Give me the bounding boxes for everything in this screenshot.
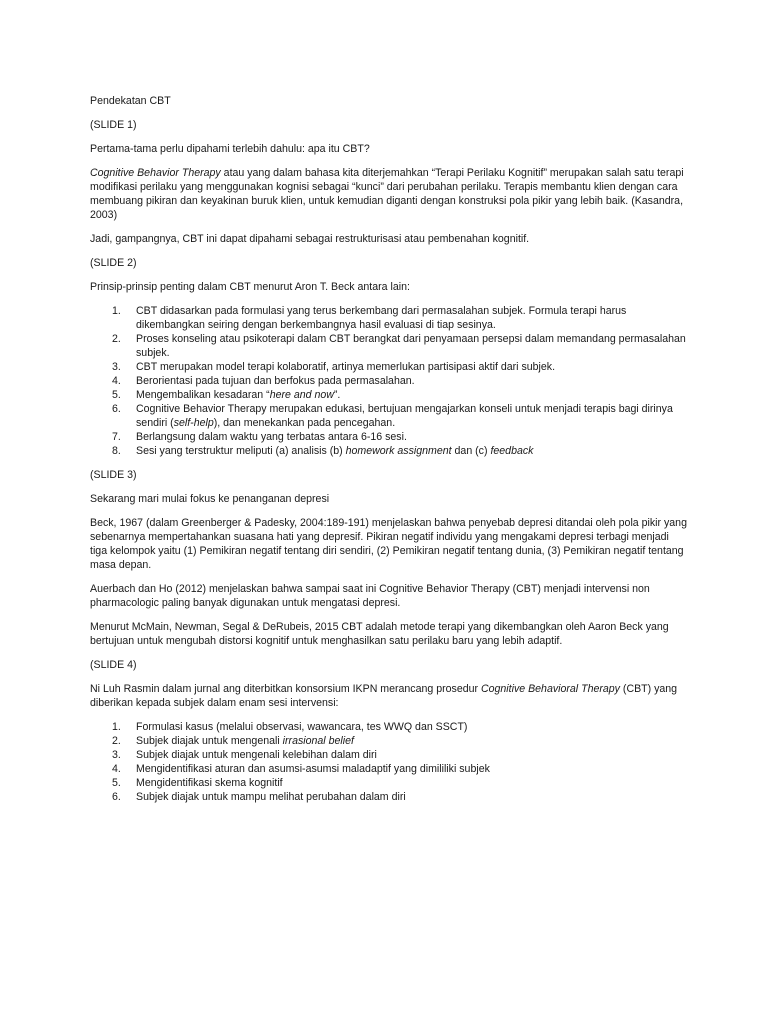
list-number: 4. [112, 375, 121, 387]
list-number: 2. [112, 333, 121, 345]
list-item-text: Mengidentifikasi skema kognitif [136, 777, 283, 789]
list-number: 4. [112, 763, 121, 775]
italic-term: here and now [269, 389, 334, 401]
list-item [90, 720, 688, 734]
list-number: 1. [112, 305, 121, 317]
italic-term: irrasional belief [282, 735, 354, 747]
list-item-text: Proses konseling atau psikoterapi dalam CBT berangkat dari penyamaan persepsi dalam memandang permasalahan subjek. [136, 333, 686, 359]
paragraph-text: (CBT) yang diberikan kepada subjek dalam enam sesi intervensi: [90, 683, 678, 709]
list-item-text: Berorientasi pada tujuan dan berfokus pada permasalahan. [136, 375, 415, 387]
list-item-text: ), dan menekankan pada pencegahan. [213, 417, 396, 429]
list-item-text: Mengidentifikasi aturan dan asumsi-asumsi maladaptif yang dimililiki subjek [136, 763, 490, 775]
italic-term: Cognitive Behavioral Therapy [480, 683, 620, 695]
list-number: 6. [112, 791, 121, 803]
list-number: 8. [112, 445, 121, 457]
auerbach-paragraph: Auerbach dan Ho (2012) menjelaskan bahwa sampai saat ini Cognitive Behavior Therapy (CBT) menjadi intervensi non pharmacologic paling banyak digunakan untuk mengatasi depresi. [90, 583, 650, 609]
list-item [90, 402, 688, 430]
sessions-list [90, 720, 688, 804]
cbt-definition-text: atau yang dalam bahasa kita diterjemahkan “Terapi Perilaku Kognitif” merupakan salah satu terapi modifikasi perilaku yang menggunakan kognisi sebagai “kunci” dari perubahan perilaku. Terapis membantu klien dengan cara membuang pikiran dan keyakinan buruk klien, untuk kemudian diganti dengan konstruksi pola pikir yang lebih baik. (Kasandra, 2003) [90, 167, 684, 221]
list-item-text: Cognitive Behavior Therapy merupakan edukasi, bertujuan mengajarkan konseli untuk menjadi terapis bagi dirinya sendiri ( [136, 403, 673, 429]
list-number: 5. [112, 389, 121, 401]
list-item [90, 430, 688, 444]
doc-title: Pendekatan CBT [90, 95, 171, 107]
cbt-term-italic: Cognitive Behavior Therapy [90, 167, 221, 179]
italic-term: feedback [490, 445, 534, 457]
list-number: 6. [112, 403, 121, 415]
list-item [90, 762, 688, 776]
list-item-text: Sesi yang terstruktur meliputi (a) analisis (b) [136, 445, 346, 457]
list-item-text: CBT merupakan model terapi kolaboratif, artinya memerlukan partisipasi aktif dari subjek. [136, 361, 556, 373]
list-item [90, 748, 688, 762]
depression-focus: Sekarang mari mulai fokus ke penanganan depresi [90, 493, 330, 505]
intro-question: Pertama-tama perlu dipahami terlebih dahulu: apa itu CBT? [90, 143, 370, 155]
list-number: 2. [112, 735, 121, 747]
list-item [90, 304, 688, 332]
list-item [90, 374, 688, 388]
italic-term: self-help [173, 417, 214, 429]
beck-paragraph: Beck, 1967 (dalam Greenberger & Padesky, 2004:189-191) menjelaskan bahwa penyebab depresi ditandai oleh pola pikir yang sebenarnya mempertahankan suasana hati yang depresif. Pikiran negatif individu yang mengakami depresi terbagi menjadi tiga kelompok yaitu (1) Pemikiran negatif tentang diri sendiri, (2) Pemikiran negatif tentang dunia, (3) Pemikiran negatif tentang masa depan. [90, 517, 687, 571]
list-item-text: Mengembalikan kesadaran “ [136, 389, 270, 401]
list-item-text: dan (c) [451, 445, 491, 457]
slide-label-1: (SLIDE 1) [90, 119, 137, 131]
list-number: 3. [112, 749, 121, 761]
rasmin-paragraph [90, 682, 688, 710]
list-item [90, 444, 688, 458]
list-item [90, 790, 688, 804]
list-number: 1. [112, 721, 121, 733]
summary-paragraph: Jadi, gampangnya, CBT ini dapat dipahami sebagai restrukturisasi atau pembenahan kognitif. [90, 233, 530, 245]
cbt-definition-paragraph [90, 166, 688, 222]
list-item [90, 388, 688, 402]
list-item [90, 734, 688, 748]
list-item [90, 360, 688, 374]
italic-term: homework assignment [345, 445, 452, 457]
list-number: 5. [112, 777, 121, 789]
list-item [90, 332, 688, 360]
slide-label-2: (SLIDE 2) [90, 257, 137, 269]
list-item [90, 776, 688, 790]
slide-label-3: (SLIDE 3) [90, 469, 137, 481]
list-item-text: Formulasi kasus (melalui observasi, wawancara, tes WWQ dan SSCT) [136, 721, 468, 733]
principles-intro: Prinsip-prinsip penting dalam CBT menurut Aron T. Beck antara lain: [90, 281, 410, 293]
list-item-text: CBT didasarkan pada formulasi yang terus berkembang dari permasalahan subjek. Formula terapi harus dikembangkan seiring dengan berkembangnya hasil evaluasi di tiap sesinya. [136, 305, 627, 331]
list-item-text: Berlangsung dalam waktu yang terbatas antara 6-16 sesi. [136, 431, 407, 443]
list-item-text: ”. [333, 389, 341, 401]
mcmain-paragraph: Menurut McMain, Newman, Segal & DeRubeis, 2015 CBT adalah metode terapi yang dikembangkan oleh Aaron Beck yang bertujuan untuk mengubah distorsi kognitif untuk menghasilkan satu perilaku baru yang lebih adaptif. [90, 621, 669, 647]
list-item-text: Subjek diajak untuk mengenali kelebihan dalam diri [136, 749, 377, 761]
principles-list [90, 304, 688, 458]
list-item-text: Subjek diajak untuk mampu melihat perubahan dalam diri [136, 791, 406, 803]
list-item-text: Subjek diajak untuk mengenali [136, 735, 283, 747]
slide-label-4: (SLIDE 4) [90, 659, 137, 671]
paragraph-text: Ni Luh Rasmin dalam jurnal ang diterbitkan konsorsium IKPN merancang prosedur [90, 683, 481, 695]
list-number: 3. [112, 361, 121, 373]
list-number: 7. [112, 431, 121, 443]
